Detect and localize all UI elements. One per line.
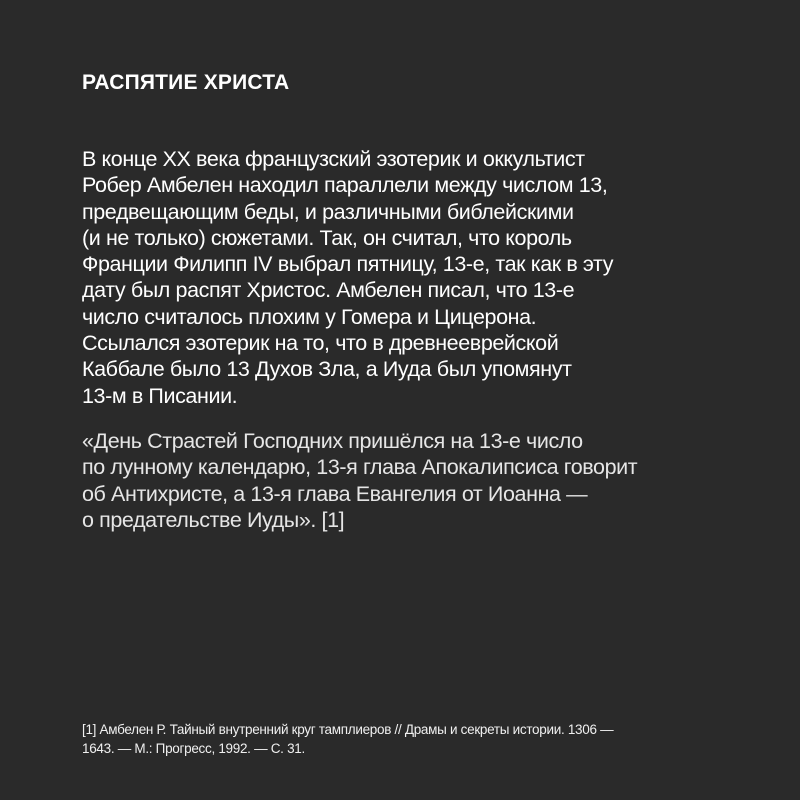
- paragraph-line: Каббале было 13 Духов Зла, а Иуда был упомянут: [82, 357, 572, 382]
- main-paragraph: [82, 146, 732, 409]
- paragraph-line: Ссылался эзотерик на то, что в древнееврейской: [82, 331, 559, 356]
- paragraph-line: 13-м в Писании.: [82, 383, 238, 408]
- footnote-line: [1] Амбелен Р. Тайный внутренний круг тамплиеров // Драмы и секреты истории. 1306 —: [82, 722, 614, 737]
- paragraph-line: Робер Амбелен находил параллели между числом 13,: [82, 173, 608, 198]
- quote-line: об Антихристе, а 13-я глава Евангелия от Иоанна —: [82, 481, 588, 506]
- paragraph-line: число считалось плохим у Гомера и Цицерона.: [82, 304, 537, 329]
- paragraph-line: Франции Филипп IV выбрал пятницу, 13-е, так как в эту: [82, 252, 614, 277]
- quote-line: по лунному календарю, 13-я глава Апокалипсиса говорит: [82, 455, 638, 480]
- paragraph-line: предвещающим беды, и различными библейскими: [82, 199, 574, 224]
- quote-line: о предательстве Иуды». [1]: [82, 507, 345, 532]
- footnote-line: 1643. — М.: Прогресс, 1992. — С. 31.: [82, 741, 305, 756]
- footnote: [82, 720, 722, 758]
- paragraph-line: (и не только) сюжетами. Так, он считал, что король: [82, 225, 572, 250]
- paragraph-line: В конце XX века французский эзотерик и оккультист: [82, 147, 585, 171]
- quote-line: «День Страстей Господних пришёлся на 13-е число: [82, 429, 583, 453]
- page-title: РАСПЯТИЕ ХРИСТА: [82, 71, 290, 94]
- paragraph-line: дату был распят Христос. Амбелен писал, что 13-е: [82, 278, 575, 303]
- quote-paragraph: [82, 428, 742, 533]
